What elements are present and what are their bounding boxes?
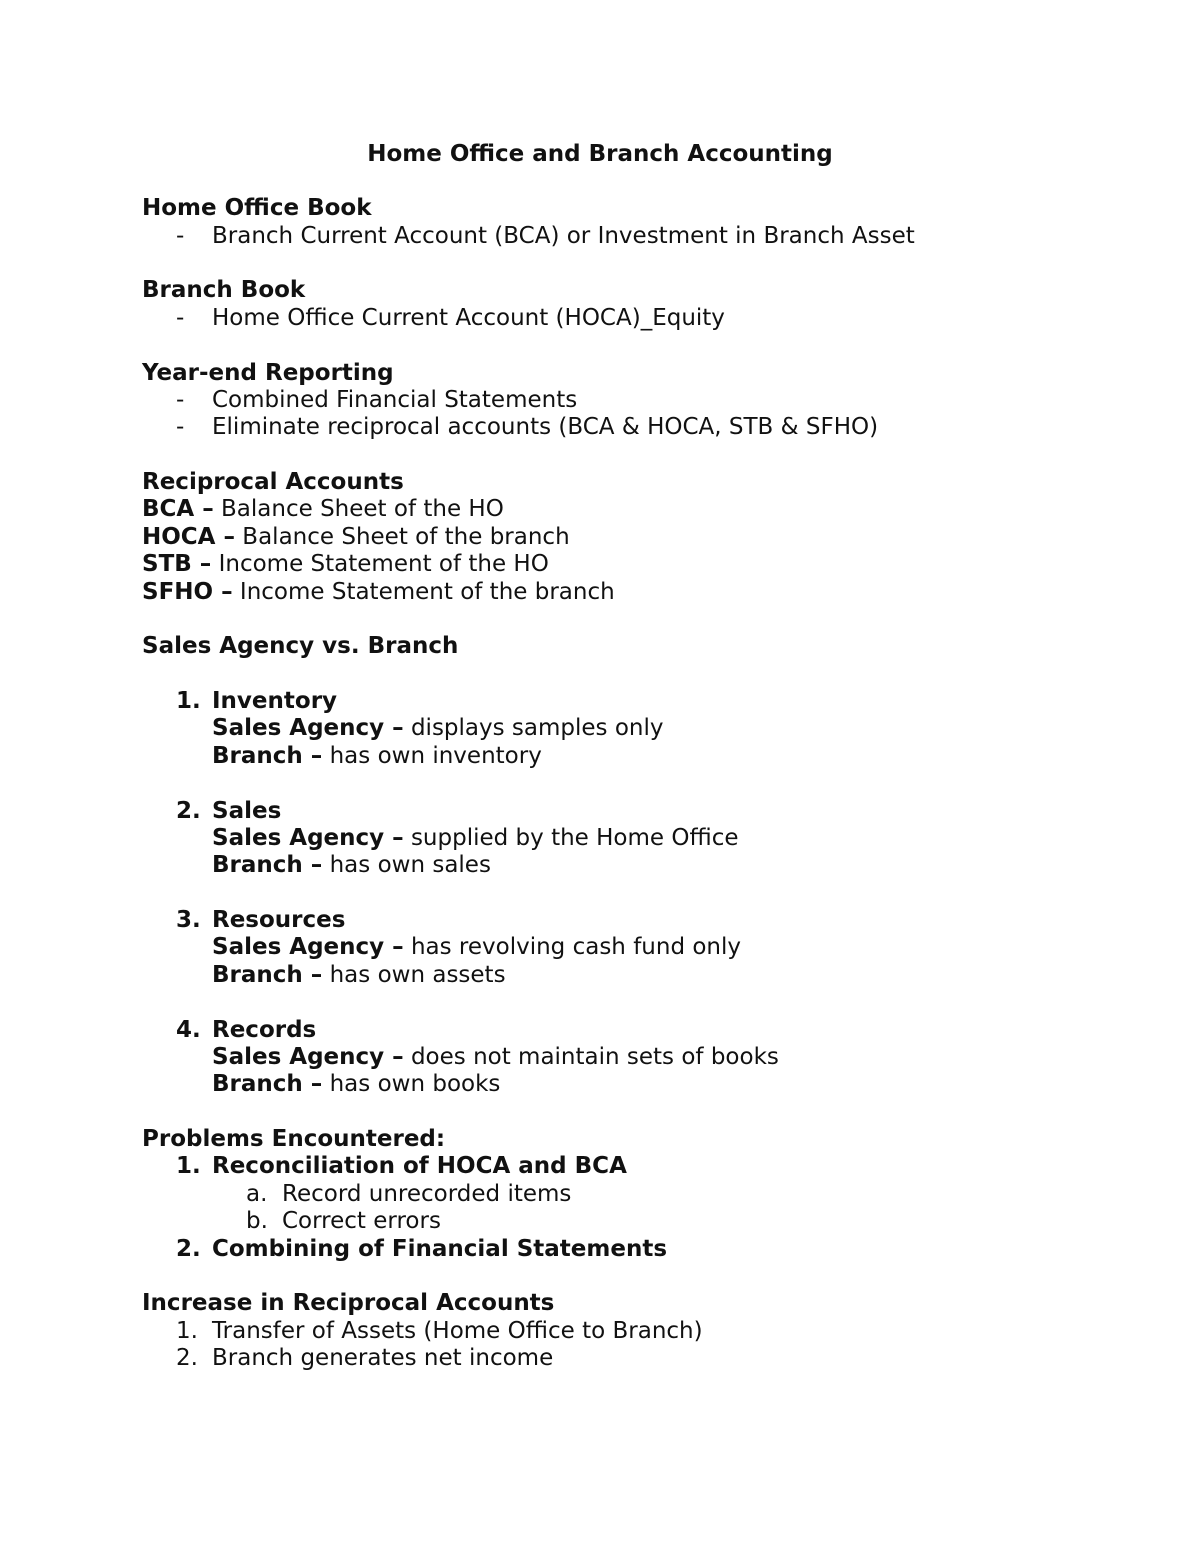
list-number: 2.	[176, 1236, 201, 1262]
comparison-term: Sales Agency –	[212, 1044, 404, 1070]
comparison-text: has own inventory	[322, 743, 542, 769]
definition-row	[142, 553, 549, 576]
page-title: Home Office and Branch Accounting	[367, 141, 833, 167]
comparison-text: has own assets	[322, 962, 506, 988]
comparison-text: has own books	[322, 1071, 501, 1097]
list-item: Combined Financial Statements	[212, 387, 578, 413]
comparison-term: Sales Agency –	[212, 934, 404, 960]
comparison-row-branch	[212, 854, 491, 877]
comparison-row-agency	[212, 717, 663, 740]
list-number: 1.	[176, 688, 201, 714]
list-item: Transfer of Assets (Home Office to Branch)	[212, 1318, 703, 1344]
section-heading-reciprocal-accounts: Reciprocal Accounts	[142, 469, 404, 495]
definition-text: Income Statement of the branch	[232, 579, 615, 605]
bullet-dash: -	[176, 223, 185, 249]
comparison-text: displays samples only	[403, 715, 664, 741]
list-item: Branch Current Account (BCA) or Investment in Branch Asset	[212, 223, 915, 249]
list-item: Branch generates net income	[212, 1345, 554, 1371]
section-heading-branch-book: Branch Book	[142, 277, 306, 303]
comparison-row-agency	[212, 1046, 779, 1069]
definition-text: Balance Sheet of the HO	[213, 496, 504, 522]
comparison-text: supplied by the Home Office	[403, 825, 739, 851]
comparison-text: has own sales	[322, 852, 491, 878]
comparison-text: has revolving cash fund only	[403, 934, 742, 960]
comparison-row-agency	[212, 827, 739, 850]
comparison-label: Inventory	[212, 688, 338, 714]
definition-term: BCA –	[142, 496, 214, 522]
comparison-term: Branch –	[212, 852, 323, 878]
definition-term: HOCA –	[142, 524, 235, 550]
sub-list-marker: b.	[246, 1208, 268, 1234]
sub-list-marker: a.	[246, 1181, 268, 1207]
definition-term: STB –	[142, 551, 212, 577]
definition-row	[142, 526, 570, 549]
comparison-term: Branch –	[212, 962, 323, 988]
section-heading-problems-encountered: Problems Encountered:	[142, 1126, 446, 1152]
list-number: 2.	[176, 1345, 198, 1371]
comparison-term: Sales Agency –	[212, 715, 404, 741]
comparison-term: Branch –	[212, 743, 323, 769]
list-item: Combining of Financial Statements	[212, 1236, 668, 1262]
comparison-label: Records	[212, 1017, 317, 1043]
list-number: 2.	[176, 798, 201, 824]
definition-term: SFHO –	[142, 579, 233, 605]
bullet-dash: -	[176, 414, 185, 440]
sub-list-item: Correct errors	[282, 1208, 441, 1234]
section-heading-year-end-reporting: Year-end Reporting	[142, 360, 394, 386]
list-number: 4.	[176, 1017, 201, 1043]
definition-text: Balance Sheet of the branch	[235, 524, 570, 550]
comparison-term: Sales Agency –	[212, 825, 404, 851]
comparison-row-branch	[212, 1073, 500, 1096]
list-number: 1.	[176, 1318, 198, 1344]
bullet-dash: -	[176, 305, 185, 331]
definition-row	[142, 498, 504, 521]
list-item: Home Office Current Account (HOCA)_Equity	[212, 305, 725, 331]
comparison-text: does not maintain sets of books	[403, 1044, 779, 1070]
comparison-label: Resources	[212, 907, 346, 933]
comparison-row-branch	[212, 964, 506, 987]
definition-text: Income Statement of the HO	[211, 551, 549, 577]
list-item: Reconciliation of HOCA and BCA	[212, 1153, 627, 1179]
comparison-label: Sales	[212, 798, 282, 824]
definition-row	[142, 581, 615, 604]
list-number: 3.	[176, 907, 201, 933]
section-heading-increase-reciprocal: Increase in Reciprocal Accounts	[142, 1290, 555, 1316]
list-item: Eliminate reciprocal accounts (BCA & HOCA, STB & SFHO)	[212, 414, 879, 440]
section-heading-home-office-book: Home Office Book	[142, 195, 372, 221]
list-number: 1.	[176, 1153, 201, 1179]
bullet-dash: -	[176, 387, 185, 413]
sub-list-item: Record unrecorded items	[282, 1181, 572, 1207]
comparison-row-agency	[212, 936, 741, 959]
section-heading-sales-agency-vs-branch: Sales Agency vs. Branch	[142, 633, 459, 659]
comparison-row-branch	[212, 745, 542, 768]
comparison-term: Branch –	[212, 1071, 323, 1097]
